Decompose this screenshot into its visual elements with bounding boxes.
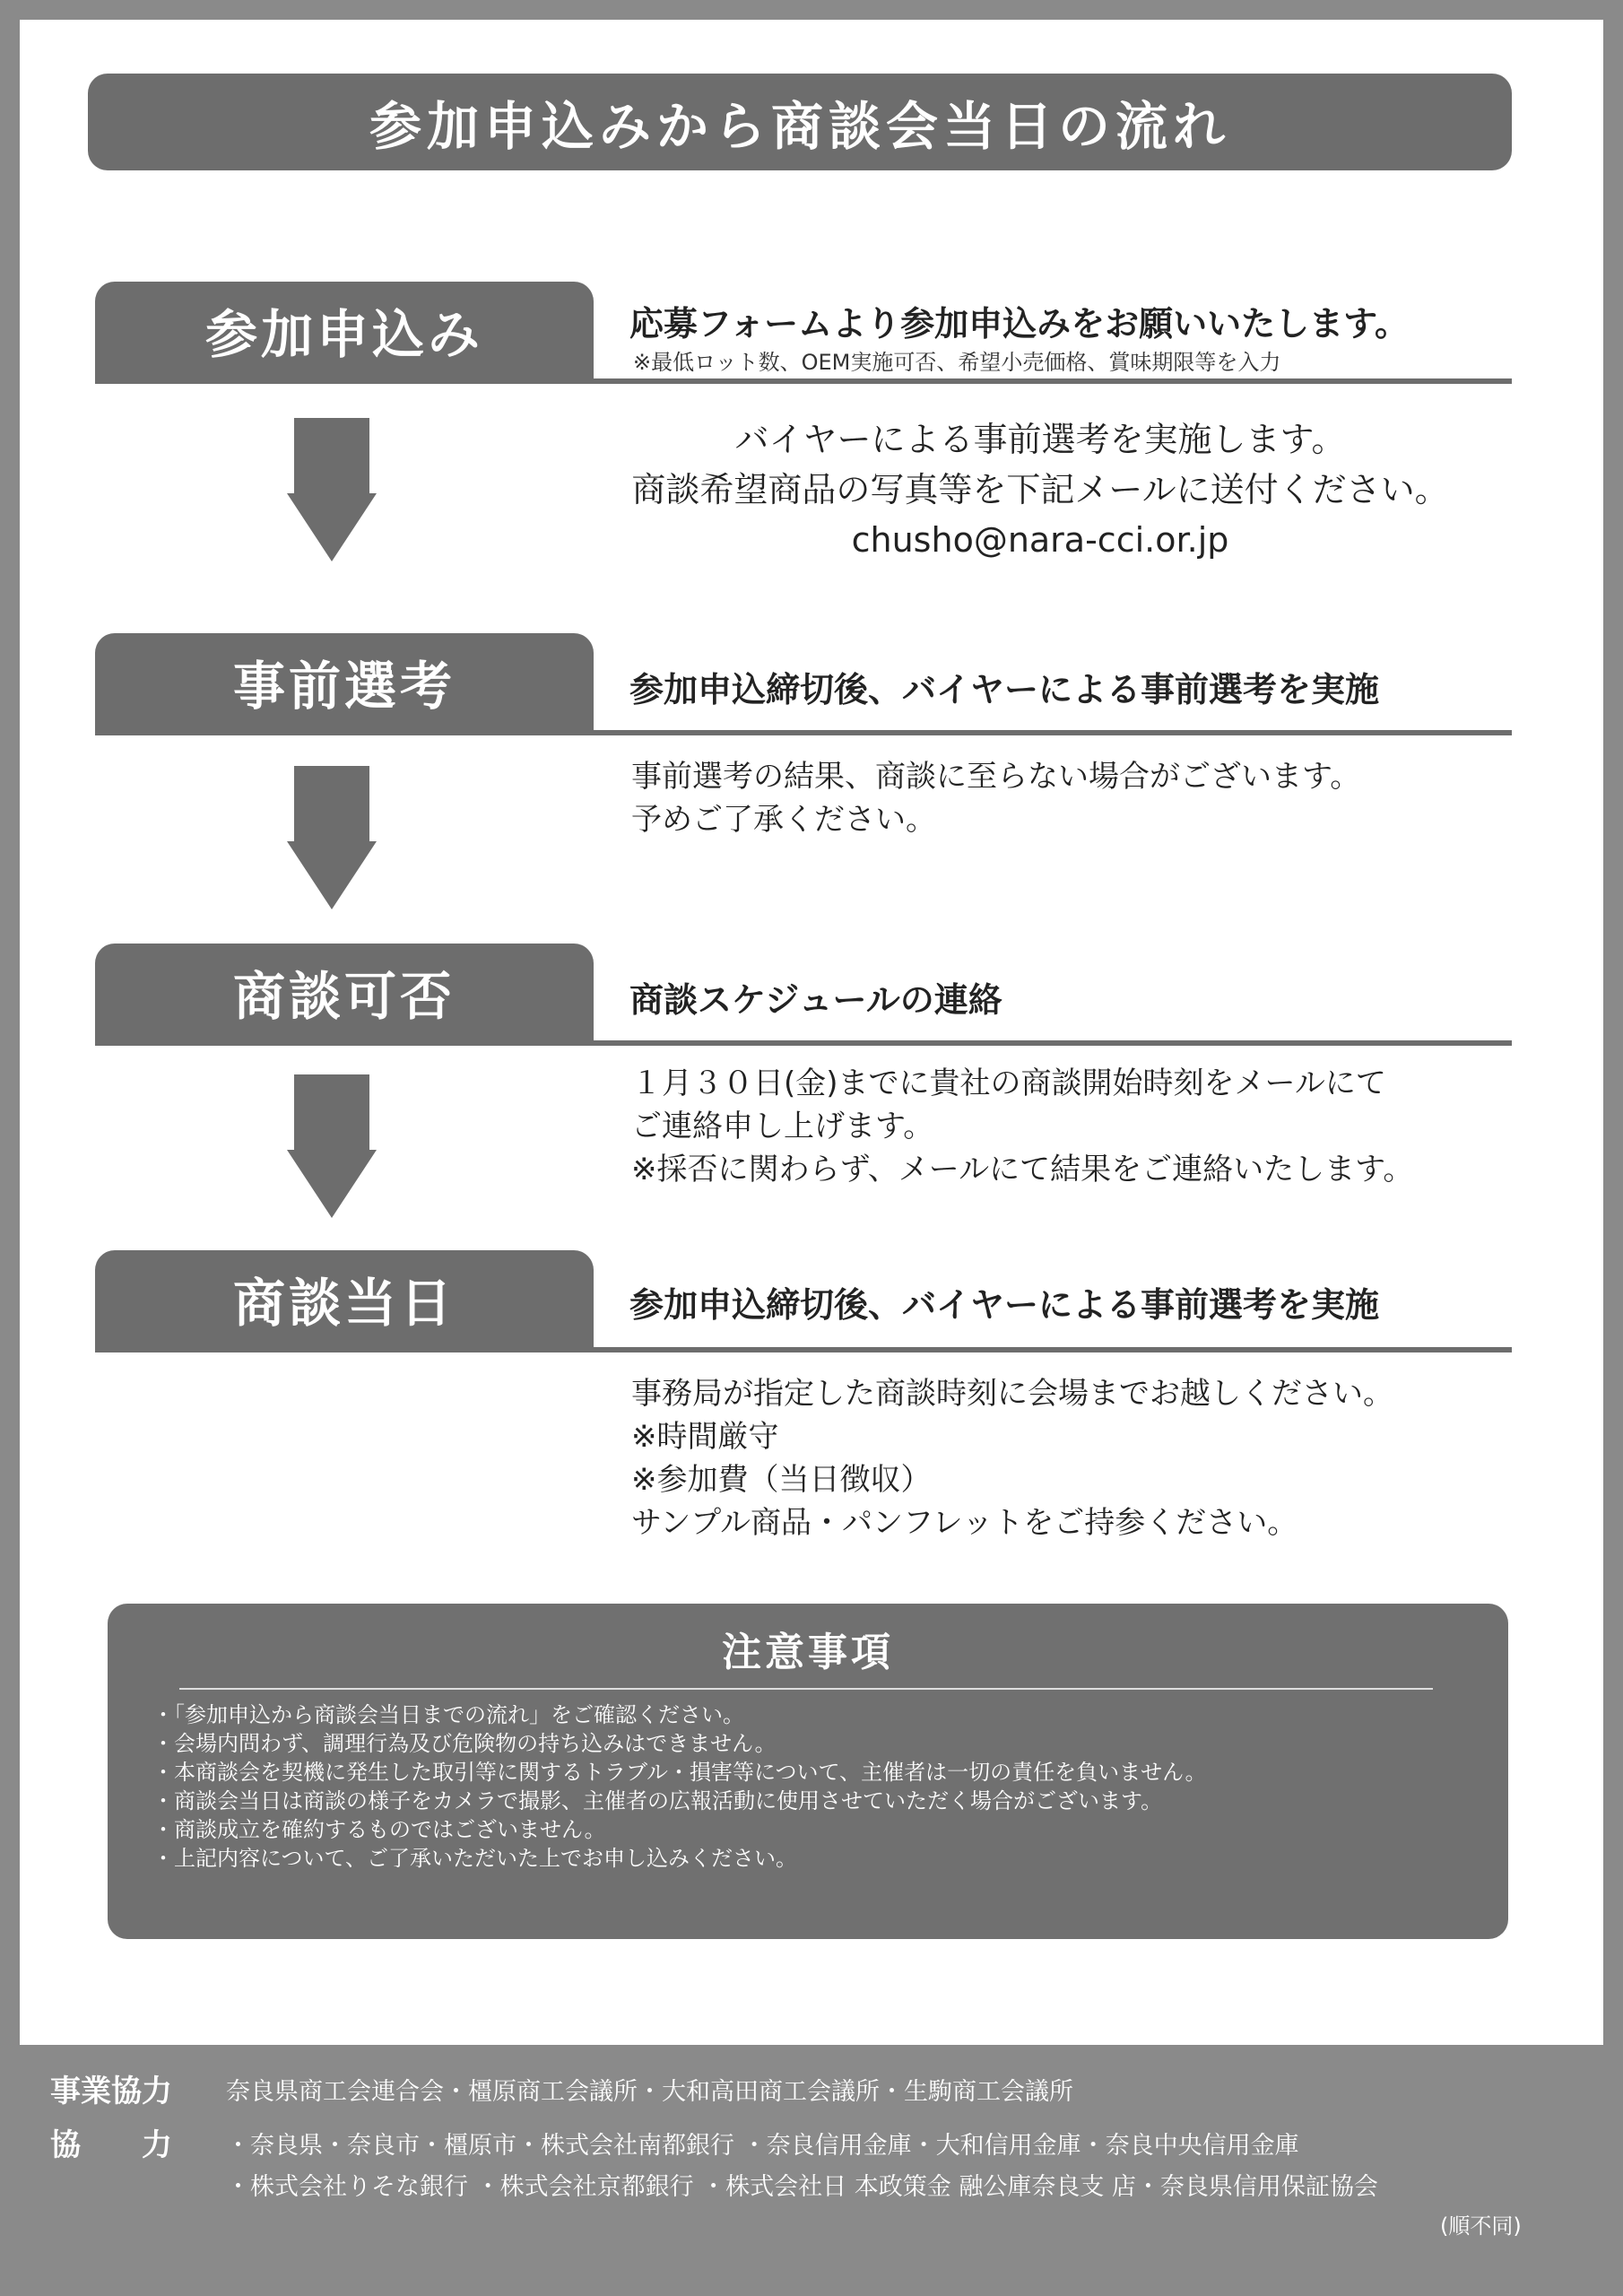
body-line: 事前選考の結果、商談に至らない場合がございます。 (631, 759, 1361, 795)
step-label-decision: 商談可否 (95, 944, 594, 1040)
body-line: バイヤーによる事前選考を実施します。 (734, 420, 1346, 459)
body-line: 予めご了承ください。 (631, 802, 936, 838)
step-label-event-day: 商談当日 (95, 1250, 594, 1347)
notice-list (152, 1700, 1207, 1873)
step-label-application: 参加申込み (95, 282, 594, 378)
page-title: 参加申込みから商談会当日の流れ (88, 74, 1512, 170)
step-heading-application: 応募フォームより参加申込みをお願いいたします。 (629, 304, 1410, 344)
step-body-decision (631, 1062, 1413, 1191)
step-body-screening (631, 755, 1360, 841)
notice-item: ・ 商談会当日は商談の様子をカメラで撮影、主催者の広報活動に使用させていただく場合がございます。 (152, 1787, 1207, 1815)
step-divider (95, 730, 1512, 735)
notice-item: ・ 「参加申込から商談会当日までの流れ」をご確認ください。 (152, 1700, 1207, 1729)
notice-item: ・ 商談成立を確約するものではございません。 (152, 1815, 1207, 1844)
down-arrow-icon (287, 766, 377, 909)
step-divider (95, 1040, 1512, 1046)
order-note: (順不同) (1440, 2213, 1522, 2239)
body-line: ご連絡申し上げます。 (631, 1109, 934, 1144)
contact-email: chusho@nara-cci.or.jp (851, 520, 1229, 560)
notice-item: ・ 会場内問わず、調理行為及び危険物の持ち込みはできません。 (152, 1729, 1207, 1758)
body-line: ※時間厳守 (631, 1419, 779, 1455)
step-heading-event-day: 参加申込締切後、バイヤーによる事前選考を実施 (629, 1285, 1380, 1325)
body-line: 商談希望商品の写真等を下記メールに送付ください。 (631, 470, 1449, 509)
notice-item: ・ 本商談会を契機に発生した取引等に関するトラブル・損害等について、主催者は一切の責任を負いません。 (152, 1758, 1207, 1787)
step-label-screening: 事前選考 (95, 633, 594, 730)
notice-box (108, 1604, 1508, 1939)
cooperation-line-2: ・株式会社りそな銀行 ・株式会社京都銀行 ・株式会社日 本政策金 融公庫奈良支 店・奈良県信用保証協会 (226, 2173, 1378, 2201)
down-arrow-icon (287, 418, 377, 561)
body-line: １月３０日(金)までに貴社の商談開始時刻をメールにて (631, 1065, 1386, 1101)
down-arrow-icon (287, 1074, 377, 1218)
body-line: ※参加費（当日徴収） (631, 1462, 932, 1498)
step-heading-decision: 商談スケジュールの連絡 (629, 980, 1002, 1020)
notice-title: 注意事項 (722, 1630, 894, 1675)
cooperation-label: 協 力 (50, 2127, 172, 2163)
step-body-application (592, 414, 1488, 565)
step-body-event-day (631, 1372, 1393, 1544)
step-divider (95, 1347, 1512, 1352)
cooperation-line-1: ・奈良県・奈良市・橿原市・株式会社南都銀行 ・奈良信用金庫・大和信用金庫・奈良中央信用金庫 (226, 2132, 1299, 2160)
step-heading-screening: 参加申込締切後、バイヤーによる事前選考を実施 (629, 670, 1380, 709)
notice-item: ・ 上記内容について、ご了承いただいた上でお申し込みください。 (152, 1844, 1207, 1873)
body-line: ※採否に関わらず、メールにて結果をご連絡いたします。 (631, 1152, 1414, 1187)
step-divider (95, 378, 1512, 384)
body-line: 事務局が指定した商談時刻に会場までお越しください。 (631, 1376, 1393, 1412)
notice-divider (179, 1688, 1433, 1690)
step-subnote-application: ※最低ロット数、OEM実施可否、希望小売価格、賞味期限等を入力 (633, 350, 1281, 375)
business-cooperation-label: 事業協力 (50, 2074, 172, 2109)
body-line: サンプル商品・パンフレットをご持参ください。 (631, 1505, 1298, 1541)
business-cooperation-text: 奈良県商工会連合会・橿原商工会議所・大和高田商工会議所・生駒商工会議所 (226, 2078, 1073, 2106)
